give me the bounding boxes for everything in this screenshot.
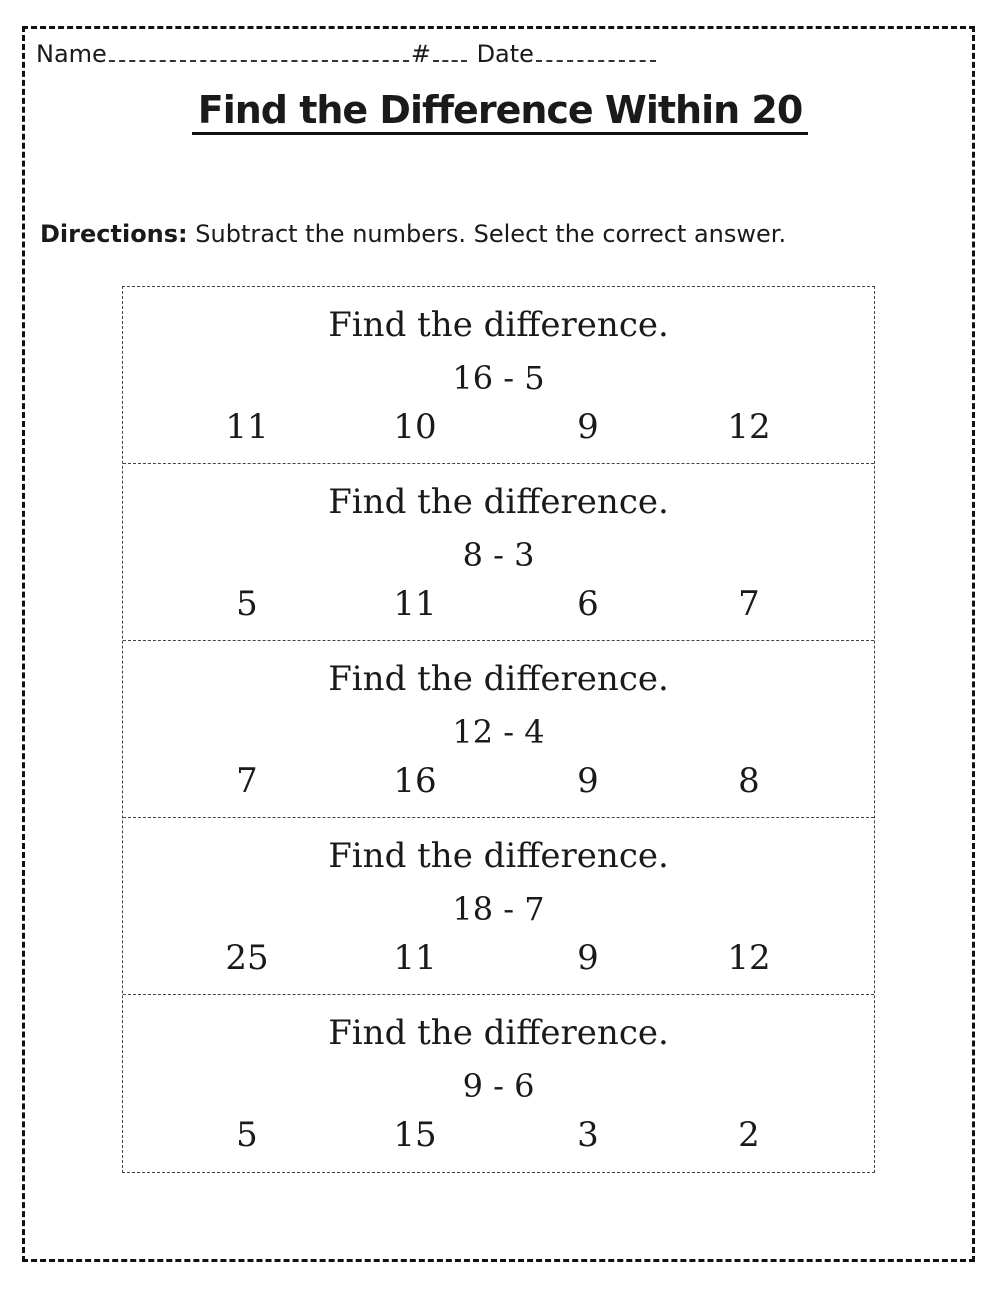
answer-choice[interactable]: 5 <box>236 1115 258 1155</box>
question-prompt: Find the difference. <box>328 305 669 345</box>
directions-label: Directions: <box>40 220 188 248</box>
answer-choice[interactable]: 11 <box>393 584 437 624</box>
question-problem: 9 - 6 <box>462 1067 535 1105</box>
answer-choice[interactable]: 9 <box>577 761 599 801</box>
number-field[interactable] <box>433 42 467 62</box>
answer-choice[interactable]: 2 <box>738 1115 760 1155</box>
question-prompt: Find the difference. <box>328 836 669 876</box>
directions <box>40 220 786 248</box>
answer-choice[interactable]: 11 <box>393 938 437 978</box>
question-problem: 16 - 5 <box>452 359 545 397</box>
answer-choice[interactable]: 8 <box>738 761 760 801</box>
question-prompt: Find the difference. <box>328 482 669 522</box>
page-title: Find the Difference Within 20 <box>0 88 1000 132</box>
answer-choice[interactable]: 5 <box>236 584 258 624</box>
name-label: Name <box>36 40 107 68</box>
answer-choice[interactable]: 7 <box>738 584 760 624</box>
question-1 <box>123 287 874 464</box>
name-field[interactable] <box>109 42 409 62</box>
question-2 <box>123 464 874 641</box>
date-label: Date <box>476 40 534 68</box>
number-label: # <box>410 40 431 68</box>
question-problem: 12 - 4 <box>452 713 545 751</box>
question-problem: 18 - 7 <box>452 890 545 928</box>
directions-text: Subtract the numbers. Select the correct answer. <box>187 220 787 248</box>
answer-choice[interactable]: 6 <box>577 584 599 624</box>
answer-choice[interactable]: 12 <box>727 938 771 978</box>
questions-box <box>122 286 875 1173</box>
answer-choice[interactable]: 3 <box>577 1115 599 1155</box>
date-field[interactable] <box>536 42 656 62</box>
question-problem: 8 - 3 <box>462 536 535 574</box>
answer-choice[interactable]: 7 <box>236 761 258 801</box>
answer-choice[interactable]: 15 <box>393 1115 437 1155</box>
answer-choice[interactable]: 12 <box>727 407 771 447</box>
header-line <box>36 40 658 68</box>
answer-choice[interactable]: 9 <box>577 938 599 978</box>
answer-choice[interactable]: 25 <box>225 938 269 978</box>
answer-choice[interactable]: 16 <box>393 761 437 801</box>
question-5 <box>123 995 874 1172</box>
question-4 <box>123 818 874 995</box>
question-prompt: Find the difference. <box>328 1013 669 1053</box>
answer-choice[interactable]: 9 <box>577 407 599 447</box>
question-prompt: Find the difference. <box>328 659 669 699</box>
question-3 <box>123 641 874 818</box>
answer-choice[interactable]: 10 <box>393 407 437 447</box>
answer-choice[interactable]: 11 <box>225 407 269 447</box>
